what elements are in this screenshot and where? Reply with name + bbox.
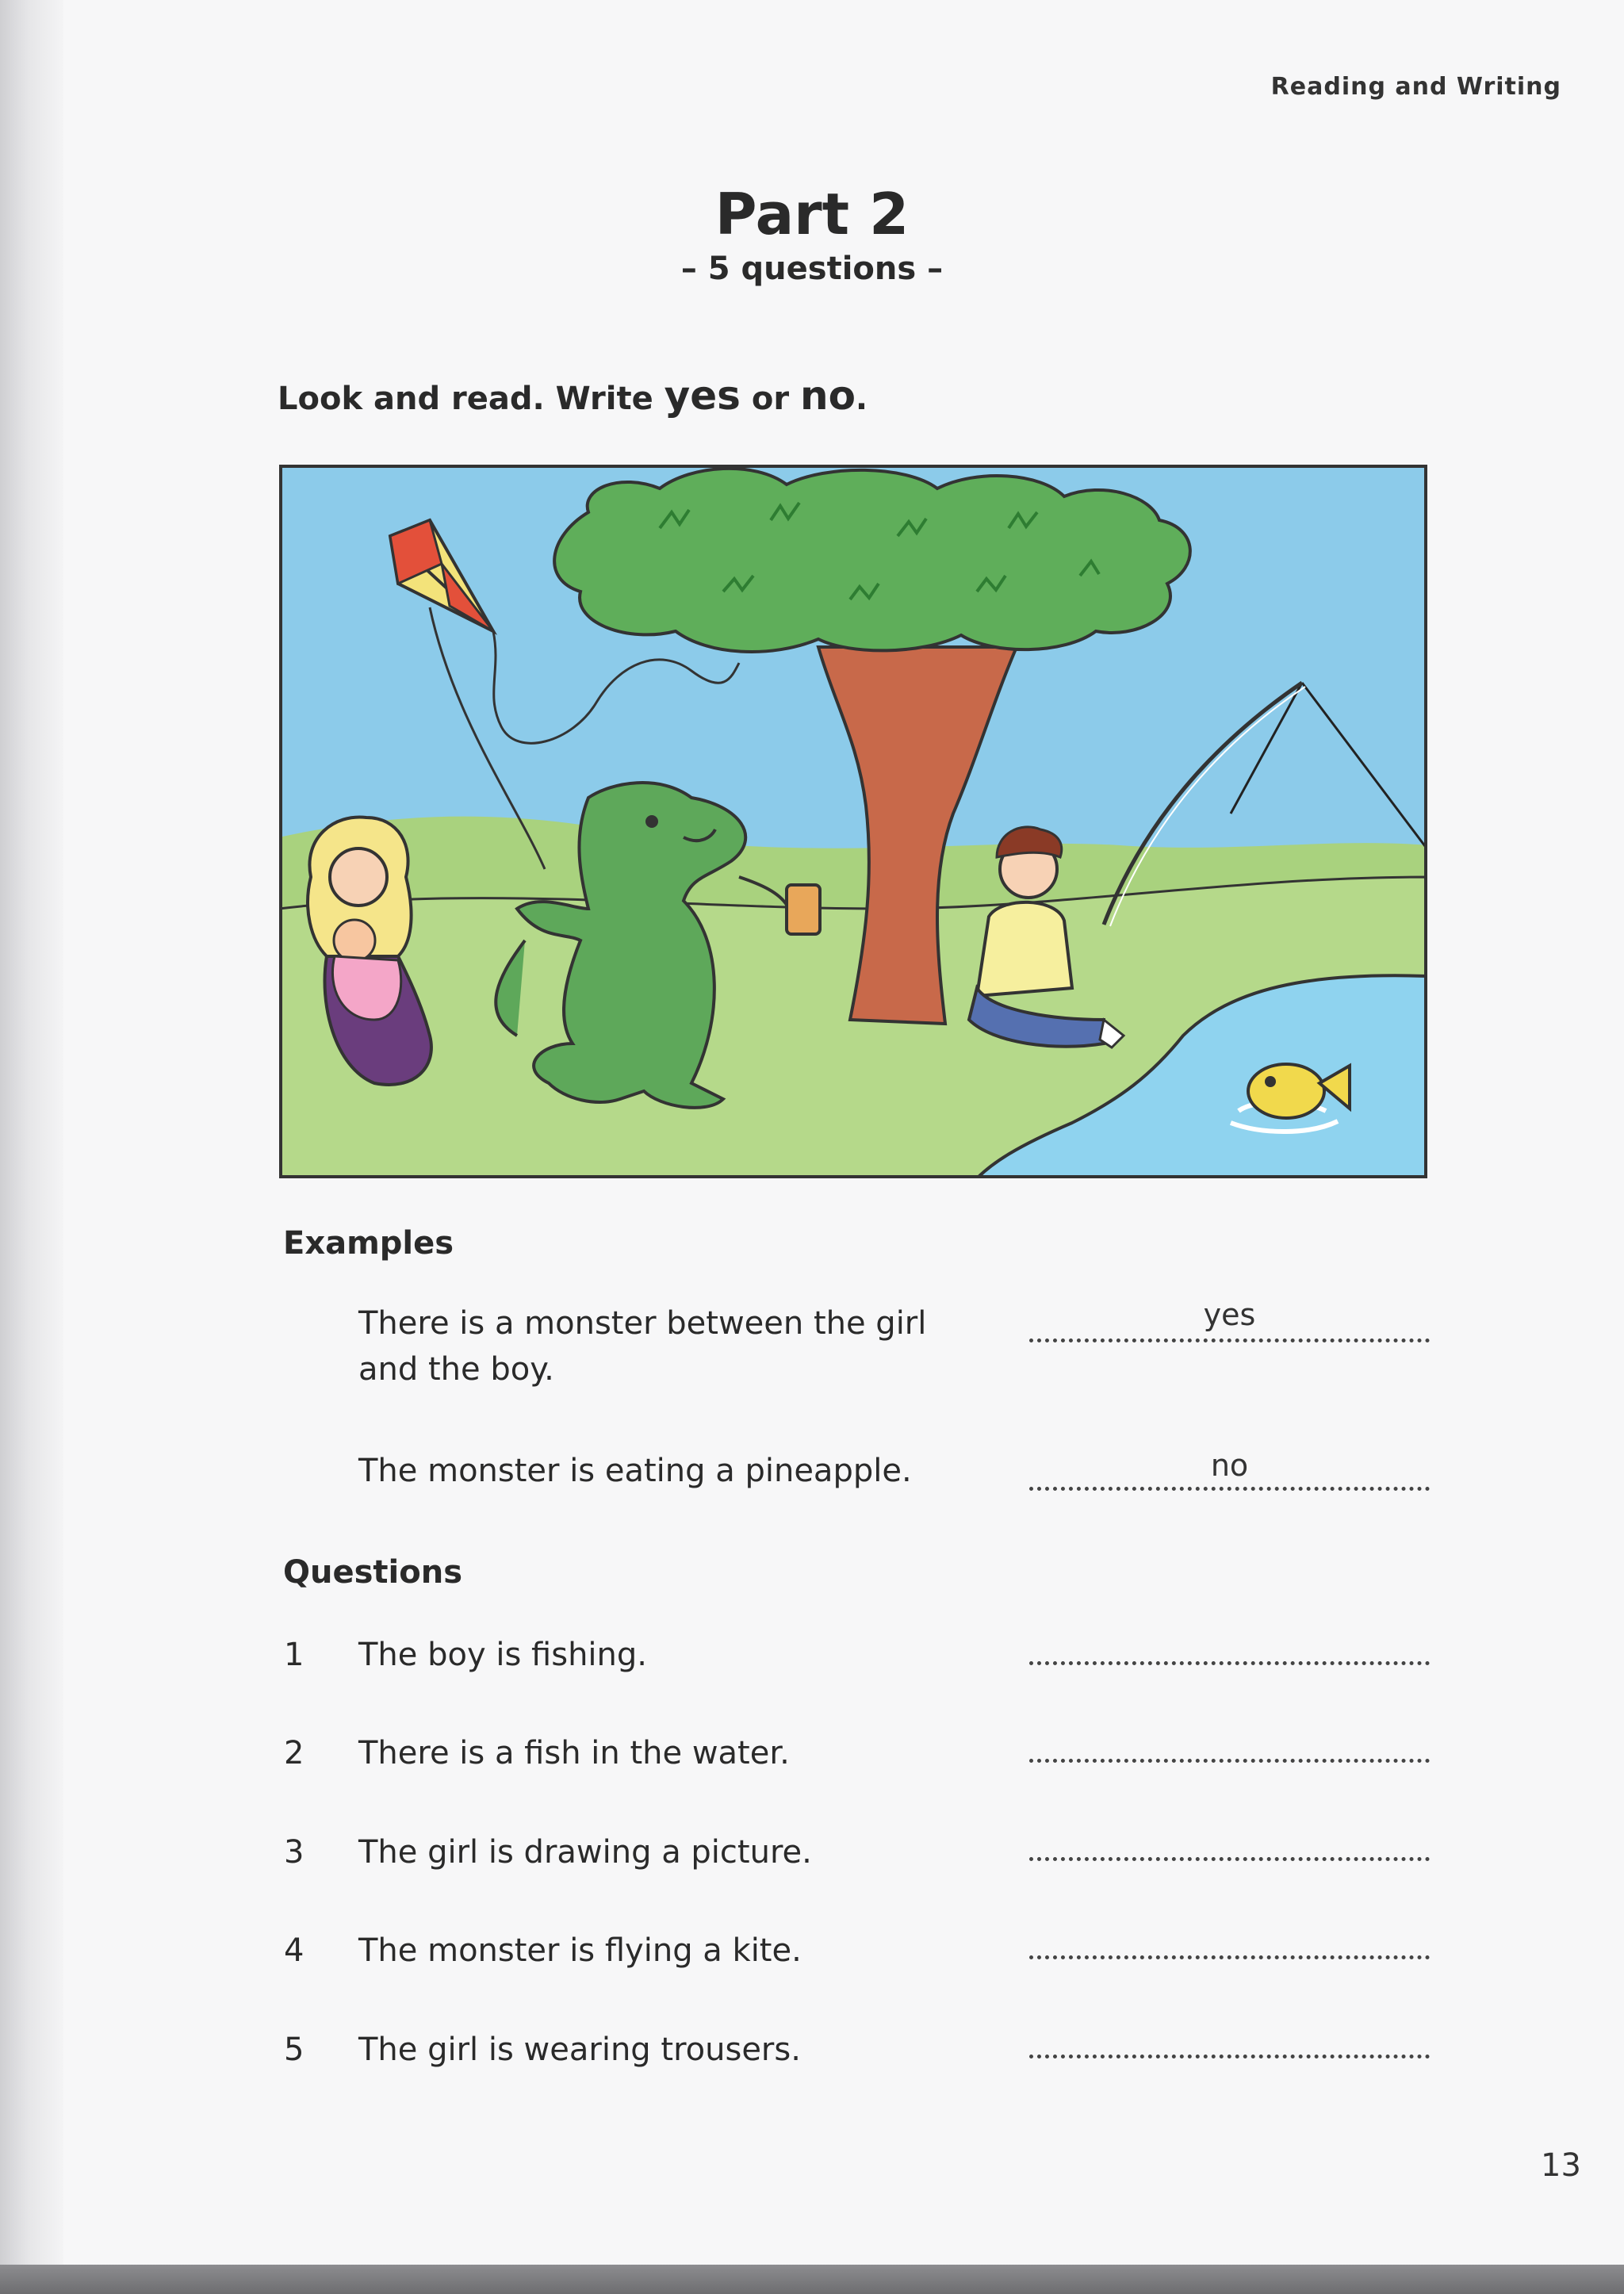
bottom-edge (0, 2265, 1624, 2294)
question-5-answer-line[interactable] (1029, 2055, 1430, 2058)
question-4-text: The monster is flying a kite. (358, 1932, 802, 1969)
example-1-answer-line (1029, 1338, 1430, 1342)
question-3-answer-line[interactable] (1029, 1857, 1430, 1861)
question-5-number: 5 (284, 2032, 304, 2068)
glass (787, 885, 820, 934)
example-2-text: The monster is eating a pineapple. (358, 1453, 912, 1489)
example-2-answer: no (1210, 1448, 1249, 1483)
question-2-text: There is a fish in the water. (358, 1735, 790, 1771)
instruction-no: no (799, 373, 856, 419)
scene-illustration (279, 465, 1427, 1178)
question-5-text: The girl is wearing trousers. (358, 2032, 801, 2068)
instruction (278, 373, 868, 419)
question-4-answer-line[interactable] (1029, 1955, 1430, 1959)
example-1-text (358, 1300, 961, 1392)
instruction-or: or (740, 381, 800, 417)
instruction-text: Look and read. Write (278, 381, 665, 417)
example-1-line-1: There is a monster between the girl (358, 1305, 927, 1342)
page-binding-shadow (0, 0, 63, 2294)
example-2-answer-line (1029, 1487, 1430, 1491)
question-1-answer-line[interactable] (1029, 1661, 1430, 1665)
page-title: Part 2 (714, 181, 910, 247)
section-label: Reading and Writing (1270, 73, 1561, 101)
question-2-answer-line[interactable] (1029, 1759, 1430, 1763)
question-1-text: The boy is fishing. (358, 1637, 647, 1673)
instruction-yes: yes (664, 373, 741, 419)
doll (334, 920, 375, 961)
tree-canopy (554, 469, 1190, 652)
page-number: 13 (1541, 2147, 1581, 2184)
question-2-number: 2 (284, 1735, 304, 1771)
questions-heading: Questions (283, 1554, 463, 1591)
instruction-period: . (855, 381, 868, 417)
example-1-answer: yes (1203, 1297, 1256, 1332)
question-3-text: The girl is drawing a picture. (358, 1834, 812, 1871)
examples-heading: Examples (283, 1225, 454, 1262)
example-1-line-2: and the boy. (358, 1351, 554, 1388)
question-1-number: 1 (284, 1637, 304, 1673)
page-subtitle: – 5 questions – (680, 251, 944, 287)
question-4-number: 4 (284, 1932, 304, 1969)
question-3-number: 3 (284, 1834, 304, 1871)
